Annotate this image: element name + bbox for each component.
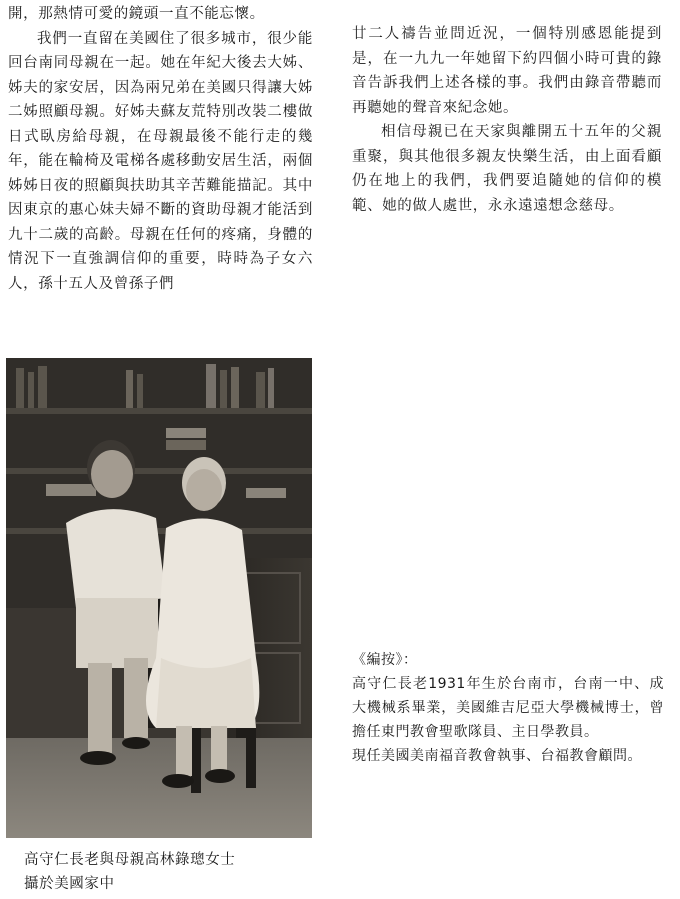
shelf-board [6,528,312,534]
left-paragraph-1: 開，那熱情可愛的鏡頭一直不能忘懷。 [8,6,265,22]
right-text-column [352,22,662,218]
photo-caption [24,848,324,896]
floor [6,738,312,838]
photo-illustration [6,358,312,838]
right-paragraph-2: 相信母親已在天家與離開五十五年的父親重聚，與其他很多親友快樂生活，由上面看顧仍在地上的我們，我們要追隨她的信仰的模範、她的做人處世，永永遠遠想念慈母。 [352,124,662,214]
editor-note [352,648,664,768]
left-text-column [8,2,313,296]
editor-note-paragraph-2: 現任美國美南福音教會執事、台福教會顧問。 [352,748,642,764]
editor-note-paragraph-1: 高守仁長老1931年生於台南市，台南一中、成大機械系畢業，美國維吉尼亞大學機械博士，曾擔任東門教會聖歌隊員、主日學教員。 [352,676,664,740]
caption-line-1: 高守仁長老與母親高林錄璁女士 [24,852,236,868]
left-paragraph-2: 我們一直留在美國住了很多城市，很少能回台南同母親在一起。她在年紀大後去大姊、姊夫的家安居，因為兩兄弟在美國只得讓大姊二姊照顧母親。好姊夫蘇友荒特別改裝二樓做日式臥房給母親，在母親最後不能行走的幾年，能在輪椅及電梯各處移動安居生活，兩個姊姊日夜的照顧與扶助其辛苦難能描記。其中因東京的惠心妹夫婦不斷的資助母親才能活到九十二歲的高齡。母親在任何的疼痛，身體的情況下一直強調信仰的重要，時時為子女六人，孫十五人及曾孫子們 [8,30,313,292]
shelf-board [6,408,312,414]
caption-line-2: 攝於美國家中 [24,876,115,892]
shelf-board [6,468,312,474]
right-paragraph-1: 廿二人禱告並問近況，一個特別感恩能提到是，在一九九一年她留下約四個小時可貴的錄音告訴我們上述各樣的事。我們由錄音帶聽而再聽她的聲音來紀念她。 [352,26,662,116]
family-photo [6,358,312,838]
editor-note-heading: 《編按》： [352,652,418,668]
